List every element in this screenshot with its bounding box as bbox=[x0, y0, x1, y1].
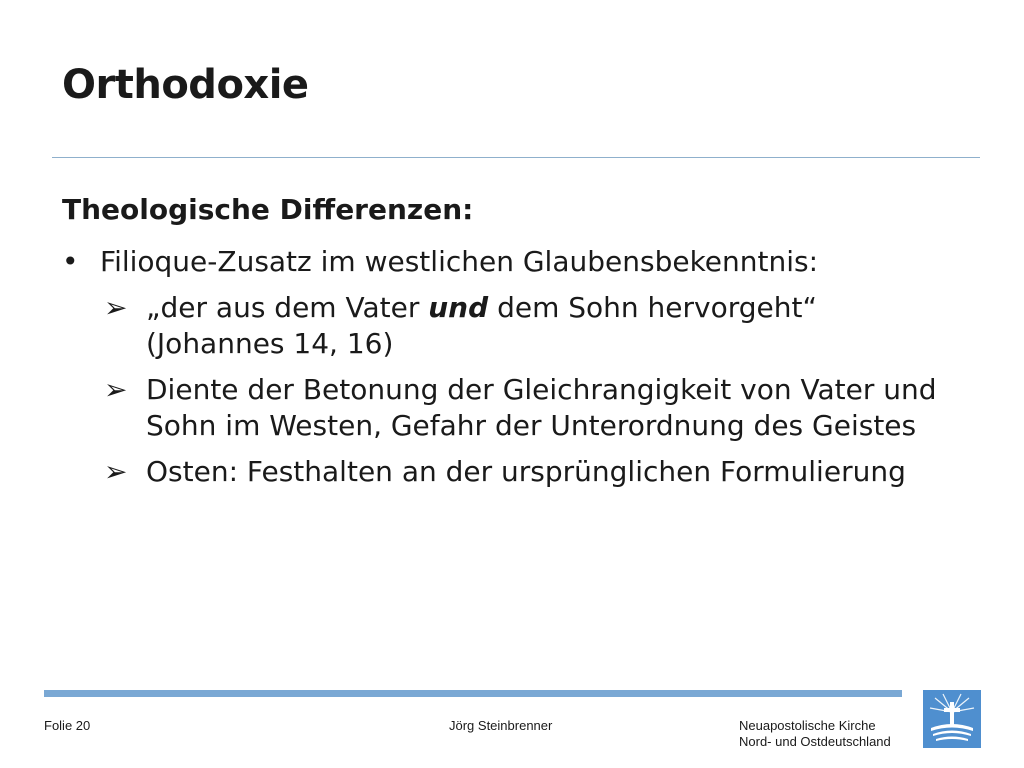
sub-bullet-item bbox=[62, 372, 962, 444]
footer-bar bbox=[44, 690, 902, 697]
bullet-marker: • bbox=[62, 245, 79, 278]
church-emblem-icon bbox=[923, 690, 981, 748]
sub-bullet-text-after: dem Sohn hervorgeht“ (Johannes 14, 16) bbox=[146, 291, 817, 360]
sub-bullet-text: Diente der Betonung der Gleichrangigkeit von Vater und Sohn im Westen, Gefahr der Unterordnung des Geistes bbox=[146, 373, 937, 442]
bullet-item bbox=[62, 244, 962, 280]
sub-bullet-item bbox=[62, 454, 962, 490]
footer-author: Jörg Steinbrenner bbox=[449, 718, 553, 733]
footer-organization bbox=[739, 718, 891, 750]
church-emblem-svg bbox=[923, 690, 981, 748]
arrow-bullet-icon: ➢ bbox=[104, 373, 128, 406]
arrow-bullet-icon: ➢ bbox=[104, 455, 128, 488]
sub-bullet-text-before: „der aus dem Vater bbox=[146, 291, 429, 324]
slide-content bbox=[62, 192, 962, 500]
bullet-text: Filioque-Zusatz im westlichen Glaubensbekenntnis: bbox=[100, 245, 819, 278]
slide-title: Orthodoxie bbox=[62, 62, 309, 108]
sub-bullet-text: Osten: Festhalten an der ursprünglichen Formulierung bbox=[146, 455, 906, 488]
arrow-bullet-icon: ➢ bbox=[104, 291, 128, 324]
org-line-1: Neuapostolische Kirche bbox=[739, 718, 876, 733]
sub-bullet-item bbox=[62, 290, 962, 362]
title-divider bbox=[52, 157, 980, 158]
subheading: Theologische Differenzen: bbox=[62, 193, 474, 226]
sub-bullet-emphasis: und bbox=[428, 291, 489, 324]
org-line-2: Nord- und Ostdeutschland bbox=[739, 734, 891, 749]
slide-number: Folie 20 bbox=[44, 718, 91, 733]
